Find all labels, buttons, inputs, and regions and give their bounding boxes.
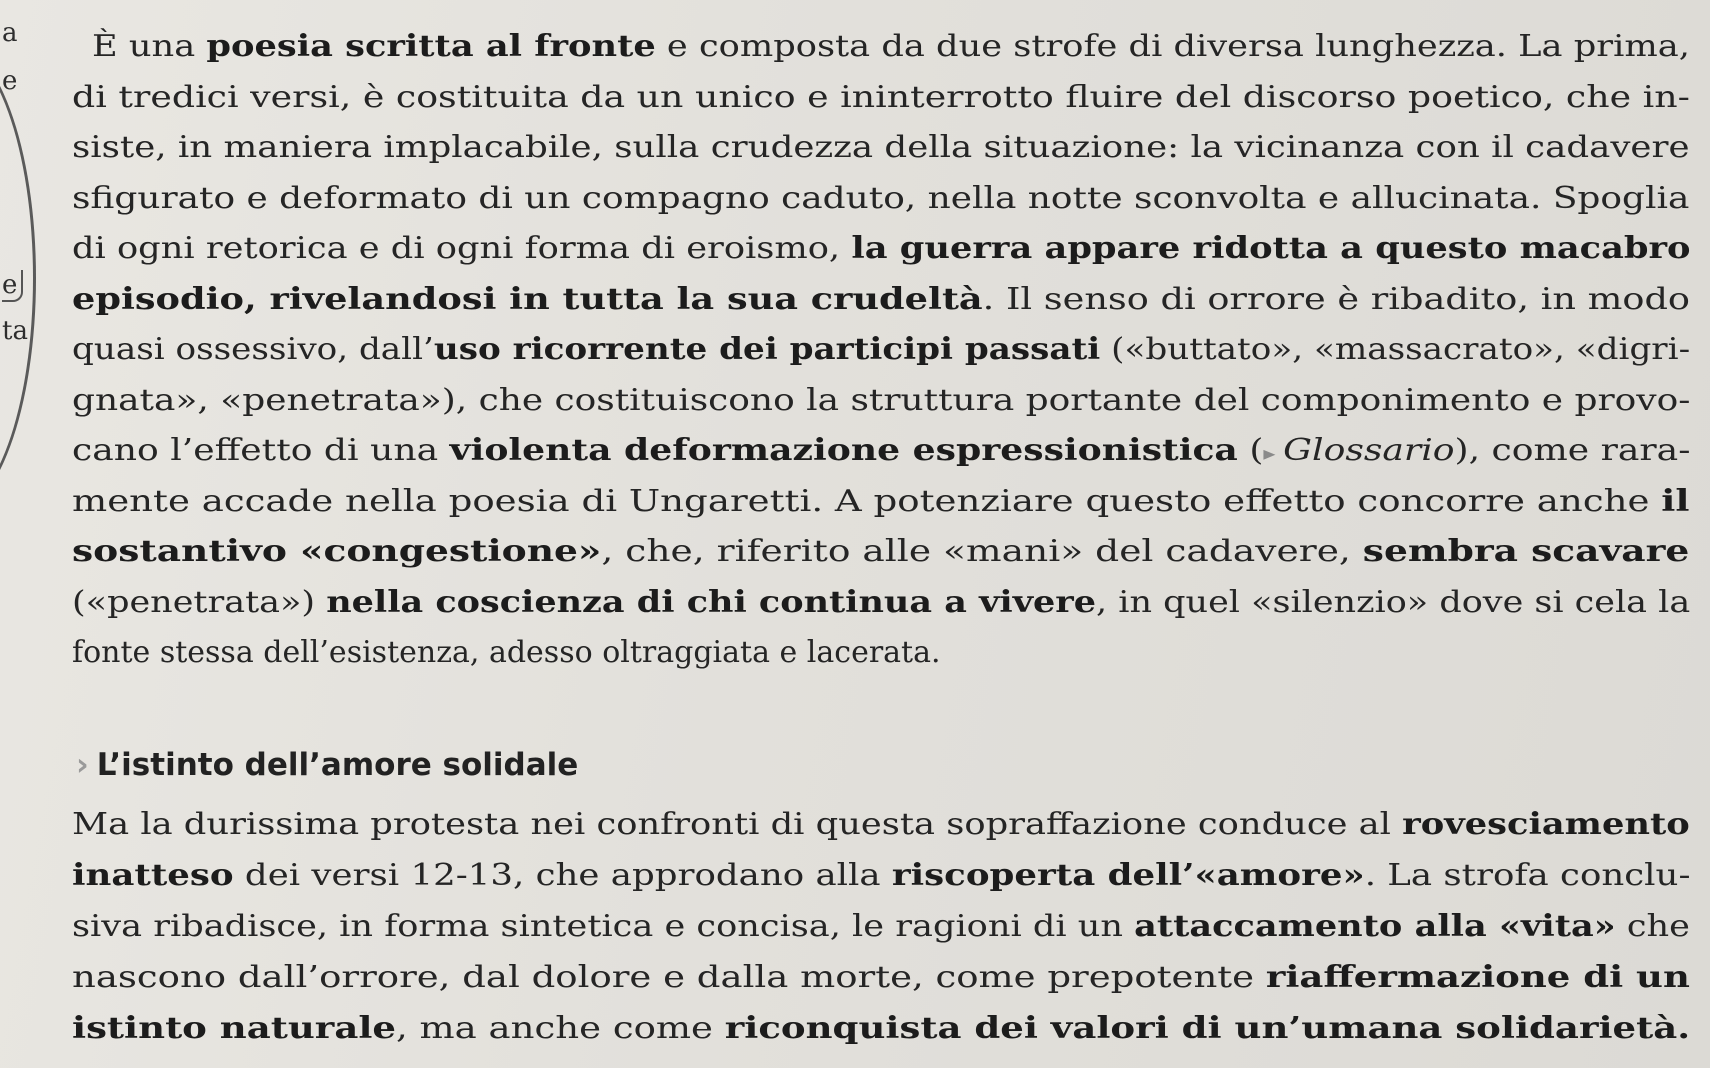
text-run: che <box>1615 909 1690 944</box>
text-line <box>72 174 1689 224</box>
text-line <box>72 578 1690 628</box>
margin-fragment: ta <box>2 316 28 346</box>
bold-phrase: la guerra appare ridotta a questo macabro <box>851 231 1691 266</box>
bold-phrase: sembra scavare <box>1362 534 1690 569</box>
text-run: , in quel «silenzio» dove si cela la <box>1096 584 1691 620</box>
text-run: di tredici versi, è costituita da un unico e ininterrotto fluire del discorso poetico, che in- <box>72 79 1690 115</box>
bold-phrase: poesia scritta al fronte <box>206 29 656 64</box>
bold-phrase: attaccamento alla «vita» <box>1134 909 1616 944</box>
text-run: sfigurato e deformato di un compagno caduto, nella notte sconvolta e allucinata. Spoglia <box>72 180 1690 216</box>
text-line <box>72 123 1690 173</box>
text-run: . La strofa conclu- <box>1364 858 1691 893</box>
bold-phrase: riscoperta dell’«amore» <box>891 858 1365 893</box>
text-run: gnata», «penetrata»), che costituiscono la struttura portante del componimento e provo- <box>72 382 1691 418</box>
text-run: , ma anche come <box>395 1011 725 1046</box>
text-line <box>72 224 1691 274</box>
text-line <box>72 902 1690 952</box>
section-heading-title: L’istinto dell’amore solidale <box>96 747 579 783</box>
text-run: siva ribadisce, in forma sintetica e concisa, le ragioni di un <box>72 909 1135 944</box>
italic-phrase: Glossario <box>1283 433 1455 468</box>
bold-phrase: episodio, rivelandosi in tutta la sua crudeltà <box>72 281 983 317</box>
margin-fragment: a <box>2 18 18 48</box>
text-run: e composta da due strofe di diversa lunghezza. La prima, <box>655 29 1690 64</box>
text-run: nascono dall’orrore, dal dolore e dalla morte, come prepotente <box>72 960 1266 995</box>
text-run: («penetrata») <box>72 584 327 620</box>
text-run: («buttato», «massacrato», «digri- <box>1100 332 1691 367</box>
bold-phrase: riconquista dei valori di un’umana solidarietà. <box>724 1011 1691 1046</box>
text-line <box>72 1004 1690 1054</box>
text-line <box>72 851 1690 901</box>
text-run: fonte stessa dell’esistenza, adesso oltraggiata e lacerata. <box>72 635 941 670</box>
text-line <box>72 426 1690 476</box>
text-run: È una <box>92 29 207 64</box>
section-heading <box>76 740 578 790</box>
bold-phrase: nella coscienza di chi continua a vivere <box>326 584 1097 620</box>
text-line <box>72 477 1689 527</box>
text-line <box>72 376 1690 426</box>
text-line <box>72 800 1690 850</box>
text-line <box>72 73 1690 123</box>
bold-phrase: uso ricorrente dei participi passati <box>433 332 1101 367</box>
text-run: siste, in maniera implacabile, sulla crudezza della situazione: la vicinanza con il cadavere <box>72 130 1690 165</box>
text-run: , che, riferito alle «mani» del cadavere, <box>601 534 1363 569</box>
text-run: mente accade nella poesia di Ungaretti. A potenziare questo effetto concorre anche <box>72 483 1662 519</box>
text-run: quasi ossessivo, dall’ <box>72 332 434 367</box>
text-run: . Il senso di orrore è ribadito, in modo <box>982 281 1691 317</box>
text-run: di ogni retorica e di ogni forma di eroismo, <box>72 231 852 266</box>
margin-fragment: e <box>2 270 23 302</box>
text-line <box>92 22 1690 72</box>
text-run: ), come rara- <box>1454 433 1691 468</box>
margin-fragment: e <box>2 66 18 96</box>
bold-phrase: sostantivo «congestione» <box>72 534 602 569</box>
chevron-right-icon: › <box>76 747 89 783</box>
text-line <box>72 325 1690 375</box>
text-line <box>72 628 941 678</box>
bold-phrase: il <box>1661 483 1690 519</box>
bold-phrase: inatteso <box>72 858 234 893</box>
text-run: Ma la durissima protesta nei confronti di questa sopraffazione conduce al <box>72 807 1403 842</box>
text-line <box>72 527 1689 577</box>
bold-phrase: riaffermazione di un <box>1265 960 1690 995</box>
bold-phrase: rovesciamento <box>1402 807 1690 842</box>
text-run: cano l’effetto di una <box>72 433 450 468</box>
text-line <box>72 953 1690 1003</box>
bold-phrase: istinto naturale <box>72 1011 396 1046</box>
glossary-arrow-icon: ▸ <box>1263 441 1284 465</box>
text-run: ( <box>1237 433 1264 468</box>
text-run: dei versi 12-13, che approdano alla <box>233 858 892 893</box>
bold-phrase: violenta deformazione espressionistica <box>449 433 1238 468</box>
text-line <box>72 275 1690 325</box>
